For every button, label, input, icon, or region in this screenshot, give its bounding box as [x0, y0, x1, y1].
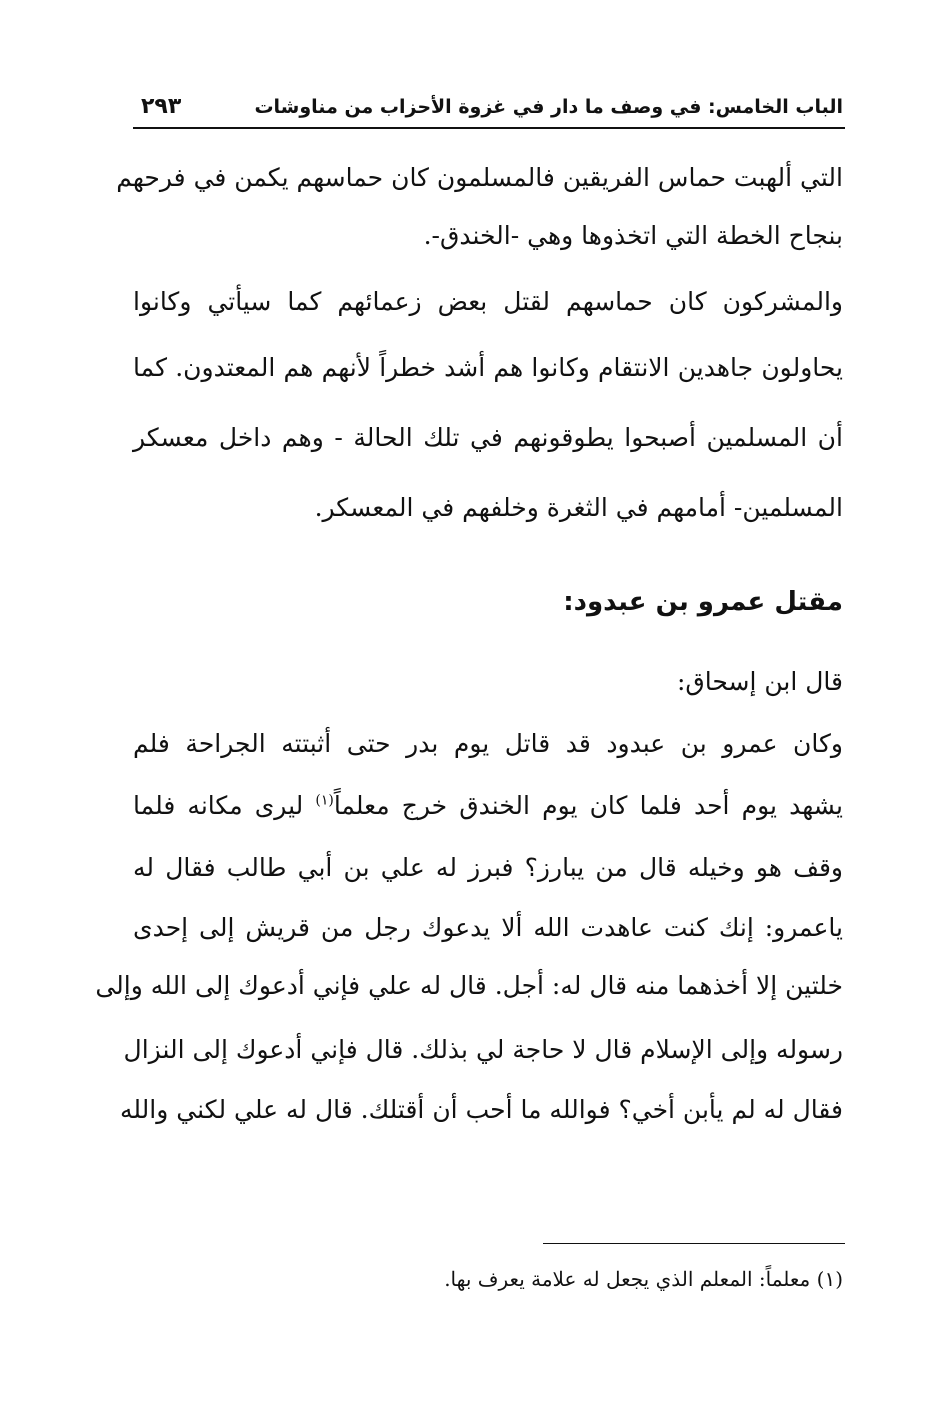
section-intro: قال ابن إسحاق: — [676, 667, 843, 696]
text-line: أن المسلمين أصبحوا يطوقونهم في تلك الحالة - وهم داخل معسكر — [133, 423, 843, 452]
text-line: يحاولون جاهدين الانتقام وكانوا هم أشد خطراً لأنهم هم المعتدون. كما — [133, 353, 843, 382]
header-rule — [133, 127, 845, 129]
text-line: وكان عمرو بن عبدود قد قاتل يوم بدر حتى أثبتته الجراحة فلم — [133, 729, 843, 758]
text-line: فقال له لم يأبن أخي؟ فوالله ما أحب أن أقتلك. قال له علي لكني والله — [120, 1095, 843, 1124]
text-line: المسلمين- أمامهم في الثغرة وخلفهم في المعسكر. — [314, 493, 843, 522]
text-line: التي ألهبت حماس الفريقين فالمسلمون كان حماسهم يكمن في فرحهم — [116, 163, 843, 192]
text-line: والمشركون كان حماسهم لقتل بعض زعمائهم كما سيأتي وكانوا — [133, 287, 843, 316]
running-header — [133, 92, 843, 124]
text-line: رسوله وإلى الإسلام قال لا حاجة لي بذلك. قال فإني أدعوك إلى النزال — [123, 1035, 843, 1064]
text-line: خلتين إلا أخذهما منه قال له: أجل. قال له علي فإني أدعوك إلى الله وإلى — [95, 971, 843, 1000]
page-number: ٢٩٣ — [141, 94, 182, 119]
text-segment: ليرى مكانه فلما — [133, 791, 316, 820]
text-line: بنجاح الخطة التي اتخذوها وهي -الخندق-. — [423, 221, 843, 250]
text-line-with-footnote-ref — [133, 786, 843, 826]
footnote: (١) معلماً: المعلم الذي يجعل له علامة يعرف بها. — [444, 1267, 843, 1291]
footnote-reference[interactable]: (١) — [315, 792, 334, 809]
section-heading: مقتل عمرو بن عبدود: — [563, 587, 843, 617]
text-line: ياعمرو: إنك كنت عاهدت الله ألا يدعوك رجل من قريش إلى إحدى — [133, 913, 843, 942]
text-line: وقف هو وخيله قال من يبارز؟ فبرز له علي بن أبي طالب فقال له — [133, 853, 843, 882]
chapter-title: الباب الخامس: في وصف ما دار في غزوة الأحزاب من مناوشات — [254, 96, 843, 118]
footnote-rule — [543, 1243, 845, 1244]
text-segment: يشهد يوم أحد فلما كان يوم الخندق خرج معلماً — [333, 791, 843, 820]
